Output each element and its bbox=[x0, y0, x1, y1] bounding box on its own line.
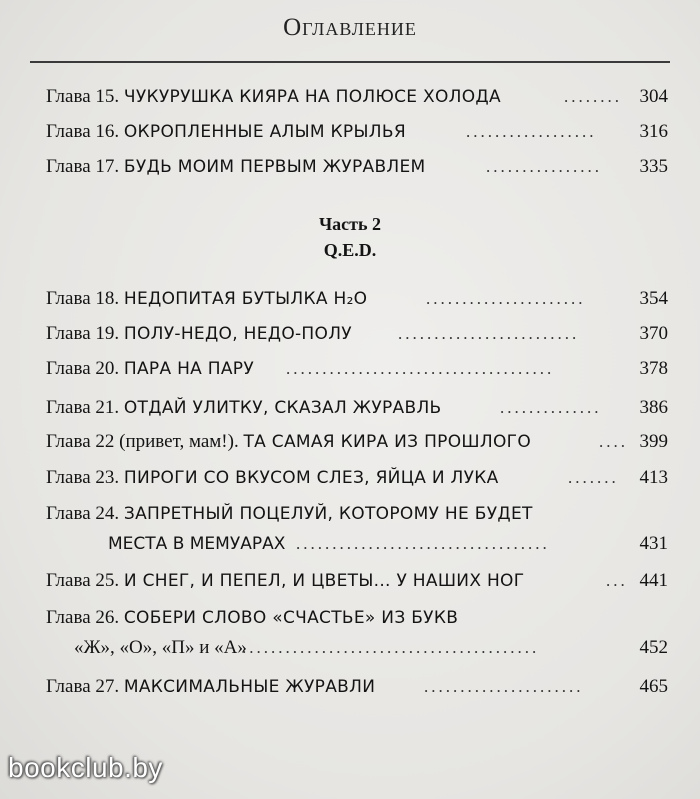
chapter-label: Глава 15. bbox=[46, 86, 120, 107]
chapter-title: СОБЕРИ СЛОВО «СЧАСТЬЕ» ИЗ БУКВ bbox=[123, 608, 459, 628]
leader-dots: ...................... bbox=[426, 289, 586, 308]
leader-dots: .... bbox=[599, 432, 628, 451]
leader-dots: .................. bbox=[466, 122, 597, 141]
leader-dots: ..................................... bbox=[286, 359, 555, 378]
page-number: 316 bbox=[639, 121, 668, 142]
chapter-label: Глава 26. bbox=[46, 607, 120, 628]
chapter-label: Глава 27. bbox=[46, 676, 120, 697]
page-number: 441 bbox=[639, 570, 668, 591]
header-rule bbox=[30, 61, 670, 63]
page-number: 370 bbox=[639, 323, 668, 344]
page-number: 399 bbox=[639, 431, 668, 452]
chapter-title: ЗАПРЕТНЫЙ ПОЦЕЛУЙ, КОТОРОМУ НЕ БУДЕТ bbox=[123, 504, 533, 524]
leader-dots: ....... bbox=[568, 468, 619, 487]
chapter-title: ПИРОГИ СО ВКУСОМ СЛЕЗ, ЯЙЦА И ЛУКА bbox=[123, 468, 499, 488]
chapter-title-continuation: «Ж», «О», «П» и «А» bbox=[74, 637, 247, 658]
chapter-title: МАКСИМАЛЬНЫЕ ЖУРАВЛИ bbox=[123, 677, 376, 697]
watermark-text: bookclub.by bbox=[8, 752, 163, 783]
toc-entry[interactable] bbox=[46, 284, 668, 314]
leader-dots: ......................................... bbox=[242, 638, 540, 657]
chapter-title: ТА САМАЯ КИРА ИЗ ПРОШЛОГО bbox=[243, 432, 531, 452]
chapter-label: Глава 19. bbox=[46, 323, 120, 344]
toc-entry-continuation[interactable] bbox=[46, 633, 668, 663]
toc-entry[interactable] bbox=[46, 499, 668, 529]
toc-entry[interactable] bbox=[46, 319, 668, 349]
chapter-label: Глава 24. bbox=[46, 503, 120, 524]
page-number: 431 bbox=[639, 533, 668, 554]
chapter-label: Глава 22 (привет, мам!). bbox=[46, 431, 239, 452]
chapter-label: Глава 17. bbox=[46, 156, 120, 177]
chapter-label: Глава 25. bbox=[46, 570, 120, 591]
page-number: 386 bbox=[639, 397, 668, 418]
toc-entry[interactable] bbox=[46, 354, 668, 384]
chapter-title: И СНЕГ, И ПЕПЕЛ, И ЦВЕТЫ... У НАШИХ НОГ bbox=[123, 571, 525, 591]
page-number: 354 bbox=[639, 288, 668, 309]
chapter-label: Глава 18. bbox=[46, 288, 120, 309]
page-number: 465 bbox=[639, 676, 668, 697]
leader-dots: ................ bbox=[486, 157, 602, 176]
page-title: Оглавление bbox=[283, 14, 417, 41]
leader-dots: ................................... bbox=[296, 534, 550, 553]
page-number: 304 bbox=[639, 86, 668, 107]
leader-dots: ...................... bbox=[424, 677, 584, 696]
toc-entry[interactable] bbox=[46, 82, 668, 112]
toc-entry[interactable] bbox=[46, 463, 668, 493]
part-label: Часть 2 bbox=[318, 214, 382, 234]
leader-dots: ......................... bbox=[398, 324, 580, 343]
toc-entry[interactable] bbox=[46, 427, 668, 457]
toc-entry[interactable] bbox=[46, 393, 668, 423]
chapter-title-continuation: МЕСТА В МЕМУАРАХ bbox=[108, 534, 286, 554]
leader-dots: .............. bbox=[500, 398, 602, 417]
chapter-title: ЧУКУРУШКА КИЯРА НА ПОЛЮСЕ ХОЛОДА bbox=[123, 87, 501, 107]
chapter-label: Глава 20. bbox=[46, 358, 120, 379]
page-number: 378 bbox=[639, 358, 668, 379]
chapter-title: БУДЬ МОИМ ПЕРВЫМ ЖУРАВЛЕМ bbox=[123, 157, 426, 177]
chapter-title: ПАРА НА ПАРУ bbox=[123, 359, 255, 379]
page-number: 335 bbox=[639, 156, 668, 177]
part-title: Q.E.D. bbox=[323, 240, 377, 260]
chapter-title: ОКРОПЛЕННЫЕ АЛЫМ КРЫЛЬЯ bbox=[123, 122, 406, 142]
chapter-title: ОТДАЙ УЛИТКУ, СКАЗАЛ ЖУРАВЛЬ bbox=[123, 398, 442, 418]
page-number: 452 bbox=[639, 637, 668, 658]
toc-entry-continuation[interactable] bbox=[46, 529, 668, 559]
toc-entry[interactable] bbox=[46, 566, 668, 596]
toc-entry[interactable] bbox=[46, 672, 668, 702]
chapter-title: ПОЛУ-НЕДО, НЕДО-ПОЛУ bbox=[123, 324, 352, 344]
toc-entry[interactable] bbox=[46, 117, 668, 147]
leader-dots: ... bbox=[606, 571, 628, 590]
toc-entry[interactable] bbox=[46, 603, 668, 633]
toc-entry[interactable] bbox=[46, 152, 668, 182]
chapter-label: Глава 23. bbox=[46, 467, 120, 488]
leader-dots: ........ bbox=[564, 87, 622, 106]
page-number: 413 bbox=[639, 467, 668, 488]
chapter-label: Глава 21. bbox=[46, 397, 120, 418]
chapter-label: Глава 16. bbox=[46, 121, 120, 142]
chapter-title: НЕДОПИТАЯ БУТЫЛКА H₂O bbox=[123, 289, 368, 309]
